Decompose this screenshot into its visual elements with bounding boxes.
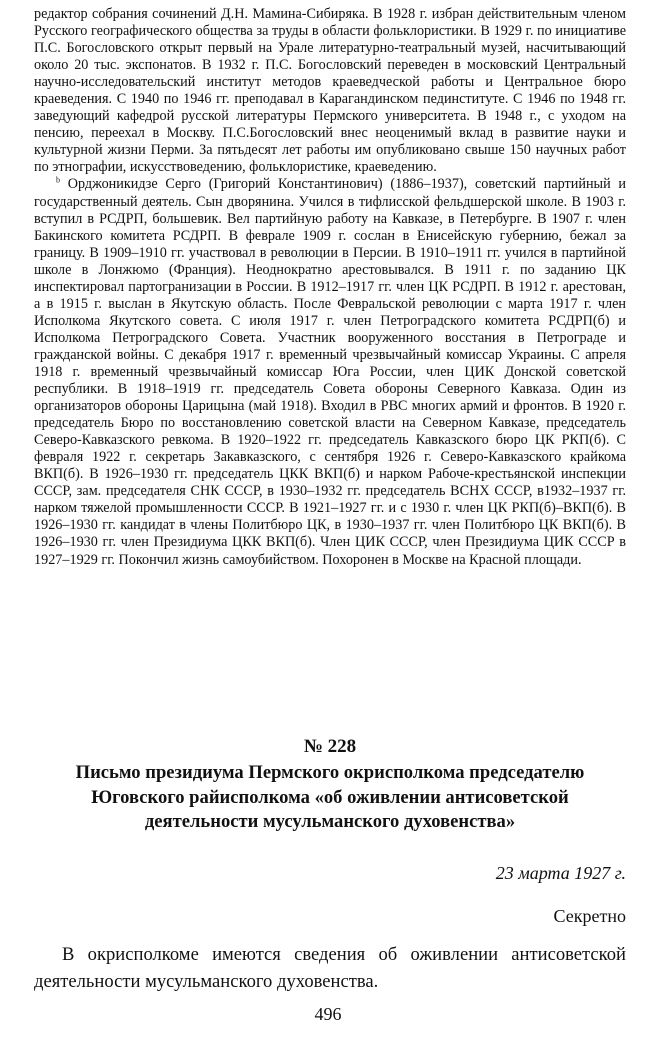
footnotes-block (34, 6, 626, 569)
document-heading (34, 735, 626, 835)
footnote-b-text: Орджоникидзе Серго (Григорий Константинович) (1886–1937), советский партийный и государственный деятель. Сын дворянина. Учился в тифлисской фельдшерской школе. В 1903 г. вступил в РСДРП, большевик. Вел партийную работу на Кавказе, в Петербурге. В 1907 г. член Бакинского комитета РСДРП. В феврале 1909 г. сослан в Енисейскую губернию, бежал за границу. В 1909–1910 гг. участвовал в революции в Персии. В 1910–1911 гг. учился в партийной школе в Лонжюмо (Франция). Неоднократно арестовывался. В 1911 г. по заданию ЦК инспектировал партогранизации в России. В 1912–1917 гг. член ЦК РСДРП. В 1912 г. арестован, а в 1915 г. выслан в Якутскую область. После Февральской революции с марта 1917 г. член Исполкома Якутского совета. С июля 1917 г. член Петроградского комитета РСДРП(б) и Исполкома Петроградского Совета. Участник вооруженного восстания в Петрограде и гражданской войны. С декабря 1917 г. временный чрезвычайный комиссар Украины. С апреля 1918 г. временный чрезвычайный комиссар Юга России, член ЦИК Донской советской республики. В 1918–1919 гг. председатель Совета обороны Северного Кавказа. Один из организаторов обороны Царицына (май 1918). Входил в РВС многих армий и фронтов. В 1920 г. председатель Бюро по восстановлению советской власти на Северном Кавказе, председатель Северо-Кавказского ревкома. В 1920–1922 гг. председатель Кавказского бюро ЦК РКП(б). С февраля 1922 г. секретарь Закавказского, с сентября 1926 г. Северо-Кавказского крайкома ВКП(б). В 1926–1930 гг. председатель ЦКК ВКП(б) и нарком Рабоче-крестьянской инспекции СССР, зам. председателя СНК СССР, в 1930–1932 гг. председатель ВСНХ СССР, в1932–1937 гг. нарком тяжелой промышленности СССР. В 1921–1927 гг. и с 1930 г. член ЦК РКП(б)–ВКП(б). В 1926–1930 гг. кандидат в члены Политбюро ЦК, в 1930–1937 гг. член Политбюро ЦК ВКП(б). В 1926–1930 гг. член Президиума ЦКК ВКП(б). Член ЦИК СССР, член Президиума ЦИК СССР в 1927–1929 гг. Покончил жизнь самоубийством. Похоронен в Москве на Красной площади. (34, 176, 626, 568)
footnote-continuation: редактор собрания сочинений Д.Н. Мамина-Сибиряка. В 1928 г. избран действительным членом Русского географического общества за труды в области фольклористики. В 1929 г. по инициативе П.С. Богословского открыт первый на Урале литературно-театральный музей, насчитывающий около 20 тыс. экспонатов. В 1932 г. П.С. Богословский переведен в московский Центральный научно-исследовательский институт методов краеведческой работы и Центральное бюро краеведения. С 1940 по 1946 гг. преподавал в Карагандинском пединституте. С 1946 по 1948 гг. заведующий кафедрой русской литературы Пермского университета. В 1948 г., с уходом на пенсию, переехал в Москву. П.С.Богословский внес неоценимый вклад в развитие науки и культурной жизни Перми. За пятьдесят лет работы им опубликовано свыше 150 научных работ по этнографии, искусствоведению, фольклористике, краеведению. (34, 6, 626, 176)
classification-mark: Секретно (553, 906, 626, 926)
document-title: Письмо президиума Пермского окрисполкома председателю Юговского райисполкома «об оживлении антисоветской деятельности мусульманского духовенства» (75, 762, 585, 832)
document-date: 23 марта 1927 г. (495, 863, 626, 883)
footnote-b (34, 176, 626, 568)
footnote-marker: b (56, 175, 60, 185)
document-number: № 228 (303, 736, 357, 757)
page-number: 496 (314, 1004, 342, 1024)
document-body: В окрисполкоме имеются сведения об оживлении антисоветской деятельности мусульманского духовенства. (34, 944, 626, 992)
